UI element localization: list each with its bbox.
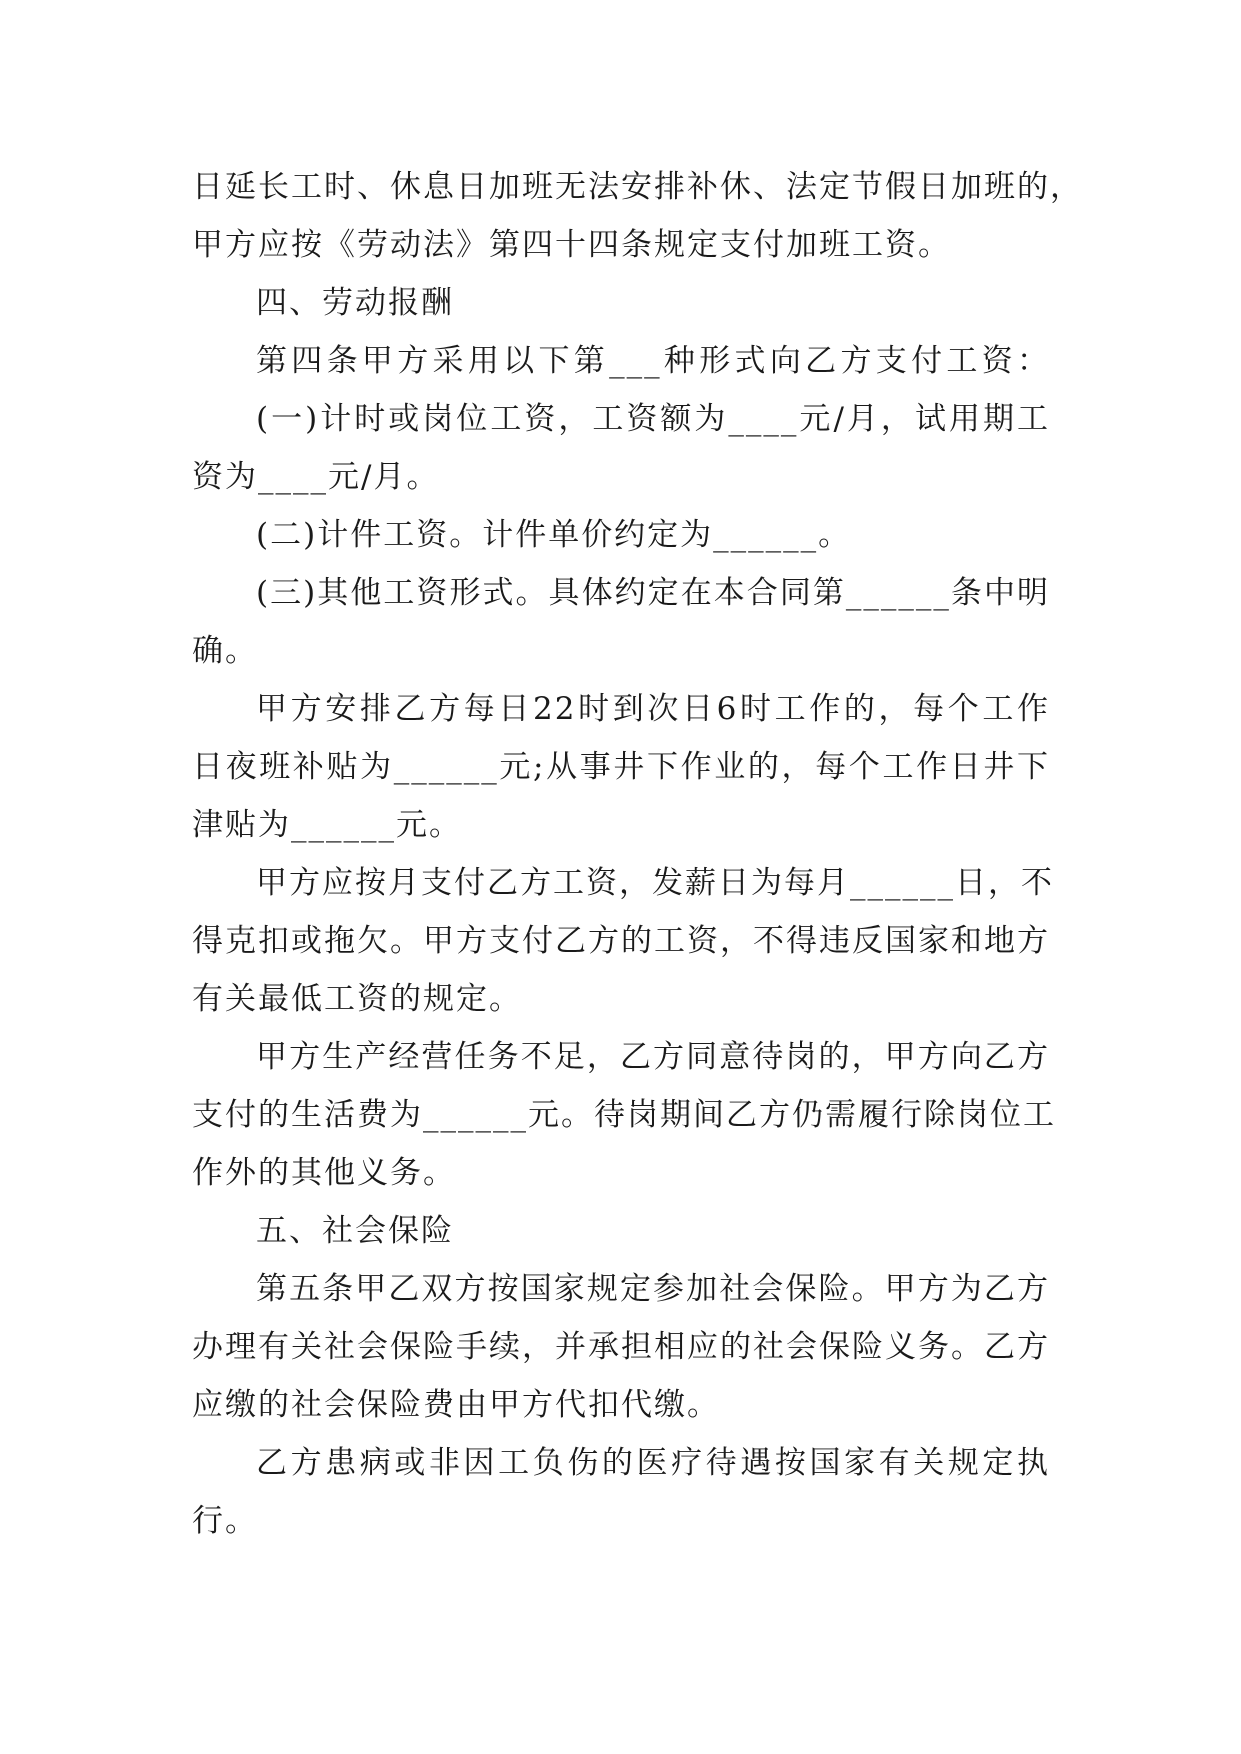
text-line: 有关最低工资的规定。 [192, 981, 522, 1017]
text-line: (二)计件工资。计件单价约定为______。 [256, 517, 852, 553]
text-line: 第四条甲方采用以下第___种形式向乙方支付工资： [256, 343, 1050, 379]
text-line: 确。 [192, 633, 258, 669]
text-line: 乙方患病或非因工负伤的医疗待遇按国家有关规定执 [256, 1445, 1050, 1481]
section-heading-labor-remuneration: 四、劳动报酬 [256, 285, 454, 321]
text-line: 资为____元/月。 [192, 459, 440, 495]
text-line: 行。 [192, 1503, 258, 1539]
text-line: 日夜班补贴为______元;从事井下作业的，每个工作日井下 [192, 749, 1050, 785]
text-line: 甲方安排乙方每日22时到次日6时工作的，每个工作 [256, 691, 1050, 727]
text-line: 日延长工时、休息日加班无法安排补休、法定节假日加班的， [192, 169, 1083, 205]
text-line: (一)计时或岗位工资，工资额为____元/月，试用期工 [256, 401, 1050, 437]
document-page [192, 158, 1083, 1550]
text-line: 应缴的社会保险费由甲方代扣代缴。 [192, 1387, 720, 1423]
text-line: 甲方生产经营任务不足，乙方同意待岗的，甲方向乙方 [256, 1039, 1050, 1075]
text-line: 作外的其他义务。 [192, 1155, 456, 1191]
text-line: 津贴为______元。 [192, 807, 462, 843]
text-line: 支付的生活费为______元。待岗期间乙方仍需履行除岗位工 [192, 1097, 1056, 1133]
text-line: 第五条甲乙双方按国家规定参加社会保险。甲方为乙方 [256, 1271, 1050, 1307]
text-line: (三)其他工资形式。具体约定在本合同第______条中明 [256, 575, 1050, 611]
text-line: 甲方应按《劳动法》第四十四条规定支付加班工资。 [192, 227, 951, 263]
text-line: 得克扣或拖欠。甲方支付乙方的工资，不得违反国家和地方 [192, 923, 1050, 959]
section-heading-social-insurance: 五、社会保险 [256, 1213, 454, 1249]
text-line: 办理有关社会保险手续，并承担相应的社会保险义务。乙方 [192, 1329, 1050, 1365]
text-line: 甲方应按月支付乙方工资，发薪日为每月______日，不 [256, 865, 1054, 901]
